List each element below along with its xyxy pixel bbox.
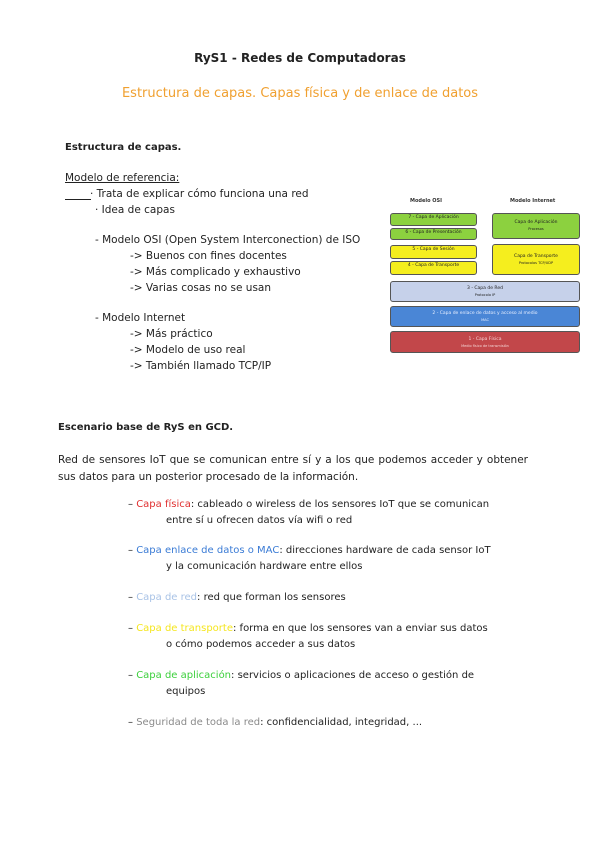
list-item	[128, 621, 538, 653]
list-item	[128, 715, 538, 731]
item-term: Seguridad de toda la red	[136, 717, 261, 728]
data-link-layer-sub: MAC	[481, 318, 489, 322]
item-text-continued: equipos	[166, 686, 206, 697]
ref-item: · Trata de explicar cómo funciona una red	[90, 188, 309, 200]
internet-transport-label: Capa de Transporte	[514, 254, 558, 259]
item-term: Capa de red	[136, 592, 198, 603]
item-prefix: –	[128, 592, 137, 603]
section-heading-layers: Estructura de capas.	[65, 142, 182, 153]
osi-model-label: - Modelo OSI (Open System Interconection) de ISO	[95, 234, 361, 246]
list-item	[128, 668, 538, 700]
item-text: : servicios o aplicaciones de acceso o gestión de	[231, 670, 475, 681]
osi-layer-6: 6 - Capa de Presentación	[390, 228, 477, 240]
item-text-continued: entre sí u ofrecen datos vía wifi o red	[166, 515, 353, 526]
osi-layer-7: 7 - Capa de Aplicación	[390, 213, 477, 226]
osi-layer-5: 5 - Capa de Sesión	[390, 245, 477, 259]
item-term: Capa enlace de datos o MAC	[136, 545, 280, 556]
network-layer-sub: Protocolo IP	[474, 293, 496, 297]
document-subtitle: Estructura de capas. Capas física y de enlace de datos	[121, 86, 479, 101]
item-prefix: –	[128, 499, 137, 510]
document-title: RyS1 - Redes de Computadoras	[194, 51, 406, 65]
item-text-continued: y la comunicación hardware entre ellos	[166, 561, 363, 572]
section-heading-scenario: Escenario base de RyS en GCD.	[58, 422, 234, 433]
item-text: : direcciones hardware de cada sensor IoT	[279, 545, 491, 556]
osi-column-header: Modelo OSI	[410, 198, 442, 204]
osi-item: -> Varias cosas no se usan	[130, 282, 272, 294]
item-term: Capa de aplicación	[136, 670, 232, 681]
internet-item: -> Modelo de uso real	[130, 344, 246, 356]
item-text: : confidencialidad, integridad, ...	[260, 717, 423, 728]
reference-model-label: Modelo de referencia:	[65, 172, 180, 184]
internet-transport-sub: Protocolos TCP/UDP	[518, 261, 554, 265]
internet-item: -> También llamado TCP/IP	[130, 360, 272, 372]
osi-layer-4: 4 - Capa de Transporte	[390, 261, 477, 275]
internet-application-label: Capa de Aplicación	[514, 220, 558, 225]
list-item	[128, 543, 538, 575]
item-text: : forma en que los sensores van a enviar sus datos	[233, 623, 488, 634]
item-prefix: –	[128, 670, 137, 681]
internet-transport-layer	[492, 244, 580, 275]
network-layer	[390, 281, 580, 302]
physical-layer-sub: Medio físico de transmisión	[461, 344, 509, 348]
internet-item: -> Más práctico	[130, 328, 213, 340]
item-prefix: –	[128, 717, 137, 728]
osi-item: -> Más complicado y exhaustivo	[130, 266, 301, 278]
ref-item: · Idea de capas	[95, 204, 175, 216]
data-link-layer	[390, 306, 580, 327]
scenario-paragraph: Red de sensores IoT que se comunican entre sí y a los que podemos acceder y obtener sus datos para un posterior procesado de la información.	[58, 454, 528, 483]
data-link-layer-label: 2 - Capa de enlace de datos y acceso al medio	[432, 311, 538, 316]
item-prefix: –	[128, 623, 137, 634]
item-prefix: –	[128, 545, 137, 556]
internet-application-sub: Procesos	[528, 227, 544, 231]
internet-application-layer	[492, 213, 580, 239]
osi-item: -> Buenos con fines docentes	[130, 250, 287, 262]
internet-model-label: - Modelo Internet	[95, 312, 186, 324]
physical-layer-label: 1 - Capa Física	[468, 337, 502, 342]
item-text: : red que forman los sensores	[197, 592, 346, 603]
underline-mark	[65, 199, 91, 200]
item-text: : cableado o wireless de los sensores IoT que se comunican	[190, 499, 490, 510]
list-item	[128, 590, 538, 606]
item-text-continued: o cómo podemos acceder a sus datos	[166, 639, 356, 650]
item-term: Capa de transporte	[136, 623, 233, 634]
item-term: Capa física	[136, 499, 191, 510]
list-item	[128, 497, 538, 529]
internet-column-header: Modelo Internet	[510, 198, 556, 204]
physical-layer	[390, 331, 580, 353]
network-layer-label: 3 - Capa de Red	[467, 286, 503, 291]
